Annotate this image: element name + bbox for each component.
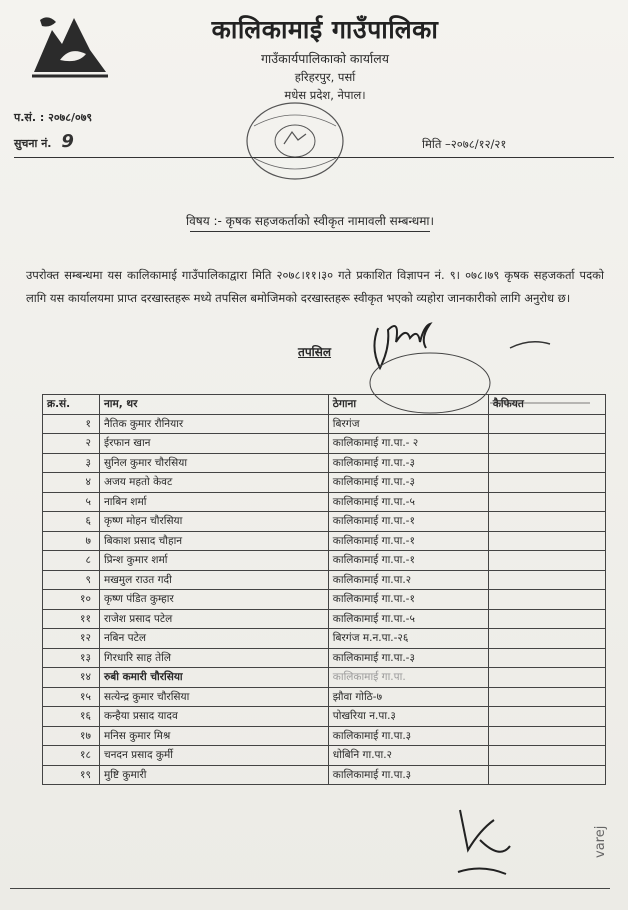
name-cell: नाबिन शर्मा xyxy=(99,492,328,512)
annex-heading: तपसिल xyxy=(298,345,332,359)
name-cell: प्रिन्श कुमार शर्मा xyxy=(99,551,328,571)
serial-cell: ९ xyxy=(43,570,100,590)
table-row xyxy=(43,726,606,746)
column-header-remarks: कैफियत xyxy=(488,395,605,415)
column-header-address: ठेगाना xyxy=(328,395,488,415)
office-subtitle: गाउँकार्यपालिकाको कार्यालय xyxy=(261,51,389,66)
table-row xyxy=(43,531,606,551)
table-row xyxy=(43,629,606,649)
address-cell: कालिकामाई गा.पा. xyxy=(328,668,488,688)
address-cell: कालिकामाई गा.पा.-१ xyxy=(328,512,488,532)
table-row xyxy=(43,746,606,766)
address-cell: कालिकामाई गा.पा.-१ xyxy=(328,590,488,610)
serial-cell: १ xyxy=(43,414,100,434)
remarks-cell xyxy=(488,726,605,746)
serial-cell: १२ xyxy=(43,629,100,649)
serial-cell: १९ xyxy=(43,765,100,785)
remarks-cell xyxy=(488,531,605,551)
address-cell: कालिकामाई गा.पा.- २ xyxy=(328,434,488,454)
serial-cell: ६ xyxy=(43,512,100,532)
table-row xyxy=(43,473,606,493)
address-cell: कालिकामाई गा.पा.३ xyxy=(328,726,488,746)
serial-cell: १६ xyxy=(43,707,100,727)
serial-cell: २ xyxy=(43,434,100,454)
serial-cell: ११ xyxy=(43,609,100,629)
notice-number-handwritten: 9 xyxy=(61,131,74,152)
table-header-row xyxy=(43,395,606,415)
remarks-cell xyxy=(488,668,605,688)
office-title: कालिकामाई गाउँपालिका xyxy=(211,15,439,44)
address-cell: कालिकामाई गा.पा.-१ xyxy=(328,551,488,571)
name-cell: कृष्ण मोहन चौरसिया xyxy=(99,512,328,532)
body-paragraph: उपरोक्त सम्बन्धमा यस कालिकामाई गाउँपालिकाद्वारा मिति २०७८।११।३० गते प्रकाशित विज्ञापन नं. ९। ०७८।७९ कृषक सहजकर्ता पदको लागि यस कार्यालयमा प्राप्त दरखास्तहरू मध्ये तपसिल बमोजिमको दरखास्तहरू स्वीकृत भएको व्यहोरा जानकारीको लागि अनुरोध छ। xyxy=(26,268,604,305)
remarks-cell xyxy=(488,629,605,649)
name-cell: मखमुल राउत गदी xyxy=(99,570,328,590)
remarks-cell xyxy=(488,473,605,493)
name-cell: नैतिक कुमार रौनियार xyxy=(99,414,328,434)
address-cell: पोखरिया न.पा.३ xyxy=(328,707,488,727)
remarks-cell xyxy=(488,551,605,571)
name-cell: मनिस कुमार मिश्र xyxy=(99,726,328,746)
remarks-cell xyxy=(488,512,605,532)
name-cell: नबिन पटेल xyxy=(99,629,328,649)
serial-cell: ४ xyxy=(43,473,100,493)
name-cell: गिरधारि साह तेलि xyxy=(99,648,328,668)
office-address-line2: मधेस प्रदेश, नेपाल। xyxy=(284,88,366,102)
municipality-logo-icon xyxy=(30,10,110,80)
notice-number xyxy=(14,131,74,152)
address-cell: कालिकामाई गा.पा.-५ xyxy=(328,492,488,512)
table-row xyxy=(43,414,606,434)
remarks-cell xyxy=(488,570,605,590)
letter-date: मिति –२०७८/१२/२१ xyxy=(422,137,507,151)
table-row xyxy=(43,707,606,727)
name-cell: राजेश प्रसाद पटेल xyxy=(99,609,328,629)
name-cell: कृष्ण पंडित कुम्हार xyxy=(99,590,328,610)
table-row xyxy=(43,648,606,668)
name-cell: चनदन प्रसाद कुर्मी xyxy=(99,746,328,766)
table-row xyxy=(43,570,606,590)
remarks-cell xyxy=(488,687,605,707)
name-cell: बिकाश प्रसाद चौहान xyxy=(99,531,328,551)
address-cell: कालिकामाई गा.पा.३ xyxy=(328,765,488,785)
table-row xyxy=(43,453,606,473)
header-divider xyxy=(14,157,614,158)
remarks-cell xyxy=(488,746,605,766)
serial-cell: ७ xyxy=(43,531,100,551)
serial-cell: १४ xyxy=(43,668,100,688)
remarks-cell xyxy=(488,765,605,785)
name-cell: ईरफान खान xyxy=(99,434,328,454)
address-cell: कालिकामाई गा.पा.-३ xyxy=(328,648,488,668)
serial-cell: ८ xyxy=(43,551,100,571)
table-row xyxy=(43,434,606,454)
address-cell: कालिकामाई गा.पा.२ xyxy=(328,570,488,590)
remarks-cell xyxy=(488,453,605,473)
address-cell: बिरगंज xyxy=(328,414,488,434)
table-row xyxy=(43,668,606,688)
serial-cell: ३ xyxy=(43,453,100,473)
reference-number: प.सं. : २०७८/०७९ xyxy=(14,111,93,124)
address-cell: झौवा गोठि-७ xyxy=(328,687,488,707)
name-cell: अजय महतो केवट xyxy=(99,473,328,493)
notice-label: सुचना नं. xyxy=(14,137,52,150)
serial-cell: ५ xyxy=(43,492,100,512)
name-cell: सुनिल कुमार चौरसिया xyxy=(99,453,328,473)
remarks-cell xyxy=(488,648,605,668)
remarks-cell xyxy=(488,434,605,454)
serial-cell: १८ xyxy=(43,746,100,766)
watermark-text: varej xyxy=(593,825,608,858)
address-cell: कालिकामाई गा.पा.-३ xyxy=(328,453,488,473)
name-cell: रुबी कमारी चौरसिया xyxy=(99,668,328,688)
address-cell: बिरगंज म.न.पा.-२६ xyxy=(328,629,488,649)
remarks-cell xyxy=(488,707,605,727)
table-row xyxy=(43,551,606,571)
remarks-cell xyxy=(488,414,605,434)
column-header-sn: क्र.सं. xyxy=(43,395,100,415)
serial-cell: १० xyxy=(43,590,100,610)
serial-cell: १३ xyxy=(43,648,100,668)
address-cell: कालिकामाई गा.पा.-५ xyxy=(328,609,488,629)
remarks-cell xyxy=(488,492,605,512)
footer-divider xyxy=(10,888,610,889)
serial-cell: १५ xyxy=(43,687,100,707)
table-row xyxy=(43,512,606,532)
table-row xyxy=(43,609,606,629)
remarks-cell xyxy=(488,609,605,629)
name-cell: कन्हैया प्रसाद यादव xyxy=(99,707,328,727)
address-cell: कालिकामाई गा.पा.-३ xyxy=(328,473,488,493)
subject-line: विषय :- कृषक सहजकर्ताको स्वीकृत नामावली सम्बन्धमा। xyxy=(186,212,434,229)
bottom-signature xyxy=(440,790,520,880)
table-row xyxy=(43,765,606,785)
table-row xyxy=(43,492,606,512)
remarks-cell xyxy=(488,590,605,610)
address-cell: धोबिनि गा.पा.२ xyxy=(328,746,488,766)
table-row xyxy=(43,590,606,610)
serial-cell: १७ xyxy=(43,726,100,746)
name-cell: मुष्टि कुमारी xyxy=(99,765,328,785)
table-row xyxy=(43,687,606,707)
name-cell: सत्येन्द्र कुमार चौरसिया xyxy=(99,687,328,707)
office-address-line1: हरिहरपुर, पर्सा xyxy=(294,70,356,84)
address-cell: कालिकामाई गा.पा.-१ xyxy=(328,531,488,551)
column-header-name: नाम, थर xyxy=(99,395,328,415)
office-seal-stamp xyxy=(240,96,350,186)
approved-list-table xyxy=(42,394,606,785)
